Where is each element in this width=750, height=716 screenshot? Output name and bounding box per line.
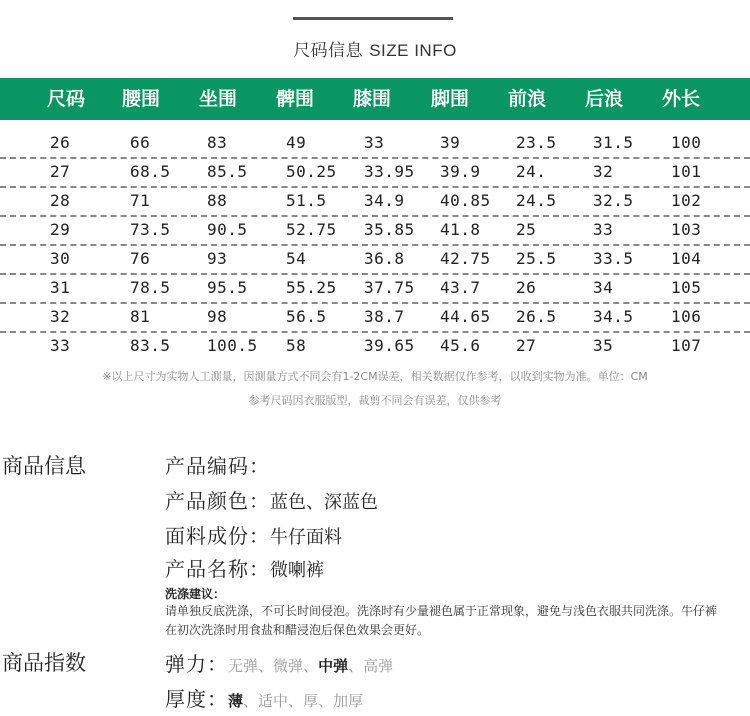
- table-cell: 39.9: [440, 162, 481, 181]
- table-cell: 33.95: [364, 162, 415, 181]
- measurement-note: ※以上尺寸为实物人工测量，因测量方式不同会有1-2CM误差，相关数据仅作参考，以收到实物为准。单位：CM: [102, 370, 648, 383]
- product-color-value: 蓝色、深蓝色: [270, 492, 378, 513]
- table-cell: 102: [671, 191, 702, 210]
- table-row: [0, 160, 750, 188]
- table-cell: 98: [207, 307, 228, 326]
- table-cell: 29: [50, 220, 71, 239]
- table-cell: 31.5: [593, 133, 634, 152]
- thickness-line: [165, 683, 363, 712]
- row-divider: [0, 244, 750, 246]
- table-cell: 66: [130, 133, 151, 152]
- header-hip: 坐围: [199, 88, 238, 110]
- row-divider: [0, 331, 750, 333]
- table-cell: 26: [516, 278, 537, 297]
- table-row: [0, 247, 750, 275]
- table-cell: 81: [130, 307, 151, 326]
- header-leg-opening: 脚围: [431, 88, 470, 110]
- header-thigh: 髀围: [276, 88, 315, 110]
- table-cell: 44.65: [440, 307, 491, 326]
- elasticity-option: 无弹: [228, 657, 259, 675]
- table-cell: 34.9: [364, 191, 405, 210]
- table-cell: 58: [286, 336, 307, 355]
- table-cell: 32.5: [593, 191, 634, 210]
- table-cell: 40.85: [440, 191, 491, 210]
- row-divider: [0, 186, 750, 188]
- table-cell: 49: [286, 133, 307, 152]
- product-fabric-line: [165, 520, 342, 549]
- section-title: [0, 36, 750, 61]
- table-cell: 107: [671, 336, 702, 355]
- header-outseam: 外长: [662, 88, 701, 110]
- table-cell: 26: [50, 133, 71, 152]
- table-cell: 90.5: [207, 220, 248, 239]
- table-cell: 71: [130, 191, 151, 210]
- top-divider: [293, 17, 453, 20]
- size-table-header: [0, 78, 750, 120]
- table-cell: 52.75: [286, 220, 337, 239]
- table-cell: 50.25: [286, 162, 337, 181]
- wash-advice-title: 洗涤建议：: [165, 587, 226, 601]
- table-cell: 78.5: [130, 278, 171, 297]
- product-name-key: 产品名称：: [165, 557, 270, 581]
- table-cell: 30: [50, 249, 71, 268]
- table-row: [0, 189, 750, 217]
- thickness-option: 适中: [258, 692, 289, 710]
- table-cell: 76: [130, 249, 151, 268]
- product-name-value: 微喇裤: [270, 560, 324, 581]
- table-cell: 32: [593, 162, 614, 181]
- product-fabric-value: 牛仔面料: [270, 527, 342, 548]
- table-cell: 54: [286, 249, 307, 268]
- header-knee: 膝围: [353, 88, 392, 110]
- table-cell: 25.5: [516, 249, 557, 268]
- table-cell: 103: [671, 220, 702, 239]
- table-cell: 51.5: [286, 191, 327, 210]
- product-code-key: 产品编码：: [165, 454, 270, 478]
- table-cell: 35: [593, 336, 614, 355]
- table-cell: 34.5: [593, 307, 634, 326]
- table-cell: 83.5: [130, 336, 171, 355]
- product-color-key: 产品颜色：: [165, 489, 270, 513]
- table-cell: 33.5: [593, 249, 634, 268]
- table-cell: 36.8: [364, 249, 405, 268]
- thickness-option: 厚: [303, 692, 319, 710]
- product-name-line: [165, 553, 324, 582]
- table-cell: 55.25: [286, 278, 337, 297]
- table-cell: 104: [671, 249, 702, 268]
- table-row: [0, 131, 750, 159]
- row-divider: [0, 302, 750, 304]
- table-row: [0, 276, 750, 304]
- table-cell: 43.7: [440, 278, 481, 297]
- table-cell: 33: [50, 336, 71, 355]
- table-cell: 73.5: [130, 220, 171, 239]
- elasticity-key: 弹力：: [165, 652, 228, 676]
- table-cell: 95.5: [207, 278, 248, 297]
- section-title-en: SIZE INFO: [369, 41, 457, 60]
- table-cell: 24.: [516, 162, 547, 181]
- table-cell: 28: [50, 191, 71, 210]
- product-code-line: [165, 450, 270, 479]
- table-cell: 39.65: [364, 336, 415, 355]
- table-cell: 34: [593, 278, 614, 297]
- table-cell: 38.7: [364, 307, 405, 326]
- table-cell: 33: [593, 220, 614, 239]
- wash-advice-text: 请单独反底洗涤，不可长时间侵泡。洗涤时有少量褪色属于正常现象，避免与浅色衣服共同洗涤。牛仔裤在初次洗涤时用食盐和醋浸泡后保色效果会更好。: [165, 604, 718, 637]
- table-cell: 37.75: [364, 278, 415, 297]
- table-cell: 100.5: [207, 336, 258, 355]
- table-cell: 31: [50, 278, 71, 297]
- table-cell: 39: [440, 133, 461, 152]
- thickness-option: 加厚: [333, 692, 364, 710]
- table-cell: 27: [50, 162, 71, 181]
- product-index-label: 商品指数: [2, 651, 86, 675]
- table-row: [0, 334, 750, 362]
- row-divider: [0, 215, 750, 217]
- table-cell: 32: [50, 307, 71, 326]
- table-cell: 68.5: [130, 162, 171, 181]
- table-cell: 85.5: [207, 162, 248, 181]
- header-size: 尺码: [47, 88, 86, 110]
- table-cell: 23.5: [516, 133, 557, 152]
- table-cell: 56.5: [286, 307, 327, 326]
- table-cell: 27: [516, 336, 537, 355]
- product-info-label: 商品信息: [2, 454, 86, 478]
- table-row: [0, 305, 750, 333]
- table-cell: 106: [671, 307, 702, 326]
- table-row: [0, 218, 750, 246]
- row-divider: [0, 157, 750, 159]
- table-cell: 26.5: [516, 307, 557, 326]
- table-cell: 45.6: [440, 336, 481, 355]
- table-cell: 41.8: [440, 220, 481, 239]
- table-cell: 100: [671, 133, 702, 152]
- table-cell: 93: [207, 249, 228, 268]
- elasticity-line: [165, 648, 393, 677]
- product-fabric-key: 面料成份：: [165, 524, 270, 548]
- thickness-option-selected: 薄: [228, 692, 244, 710]
- table-cell: 33: [364, 133, 385, 152]
- table-cell: 24.5: [516, 191, 557, 210]
- header-waist: 腰围: [122, 88, 161, 110]
- table-cell: 88: [207, 191, 228, 210]
- product-color-line: [165, 485, 378, 514]
- table-cell: 105: [671, 278, 702, 297]
- table-cell: 101: [671, 162, 702, 181]
- table-cell: 25: [516, 220, 537, 239]
- table-cell: 35.85: [364, 220, 415, 239]
- thickness-key: 厚度：: [165, 687, 228, 711]
- header-back-rise: 后浪: [585, 88, 624, 110]
- row-divider: [0, 273, 750, 275]
- table-cell: 83: [207, 133, 228, 152]
- elasticity-option: 高弹: [363, 657, 394, 675]
- elasticity-options: 无弹、微弹、中弹、高弹: [228, 657, 394, 675]
- reference-note: 参考尺码因衣服版型，裁剪不同会有误差，仅供参考: [248, 394, 502, 407]
- table-cell: 42.75: [440, 249, 491, 268]
- elasticity-option: 微弹: [273, 657, 304, 675]
- thickness-options: 薄、适中、厚、加厚: [228, 692, 364, 710]
- header-front-rise: 前浪: [508, 88, 547, 110]
- elasticity-option-selected: 中弹: [318, 657, 349, 675]
- section-title-cn: 尺码信息: [293, 41, 364, 61]
